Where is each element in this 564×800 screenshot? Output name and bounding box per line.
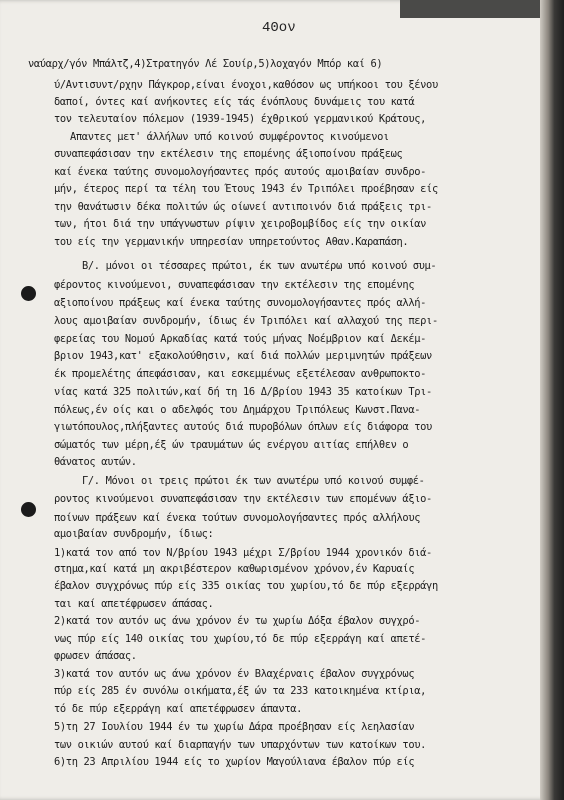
text-line: μήν, έτερος περί τα τέλη του Έτους 1943 έν Τριπόλει προέβησαν είς — [54, 183, 438, 195]
text-line: ται καί απετέφρωσεν άπάσας. — [54, 598, 214, 610]
text-line: έκ προμελέτης άπεφάσισαν, και εσκεμμένως εξετέλεσαν ανθρωποκτο- — [54, 368, 427, 380]
text-line: έβαλον συγχρόνως πύρ είς 335 οικίας του χωρίου,τό δε πύρ εξερράγη — [54, 580, 438, 592]
text-line: 3)κατά τον αυτόν ως άνω χρόνον έν Βλαχέρναις έβαλον συγχρόνως — [54, 668, 415, 680]
text-line: φερείας του Νομού Αρκαδίας κατά τούς μήνας Νοέμβριον καί Δεκέμ- — [54, 333, 427, 345]
text-line: πύρ είς 285 έν συνόλω οικήματα,έξ ών τα 233 κατοικημένα κτίρια, — [54, 685, 427, 697]
text-line: στημα,καί κατά μη ακριβέστερον καθωρισμένον χρόνον,έν Καρυαίς — [54, 563, 415, 575]
text-line: των οικιών αυτού καί διαρπαγήν των υπαρχόντων των κατοίκων του. — [54, 739, 427, 751]
text-line: Απαντες μετ' άλλήλων υπό κοινού συμφέροντος κινούμενοι — [70, 131, 389, 143]
text-line: ύ/Αντισυντ/ρχην Πάγκρορ,είναι ένοχοι,καθόσον ως υπήκοοι του ξένου — [54, 79, 438, 91]
text-line: του είς την γερμανικήν υπηρεσίαν υπηρετούντος Αθαν.Καραπάση. — [54, 236, 409, 248]
text-line: 1)κατά τον από τον Ν/βρίου 1943 μέχρι Σ/βρίου 1944 χρονικόν διά- — [54, 547, 432, 559]
text-line: πόλεως,έν οίς και ο αδελφός του Δημάρχου Τριπόλεως Κωνστ.Πανα- — [54, 404, 421, 416]
text-line: ποίνων πράξεων καί ένεκα τούτων συνομολογήσαντες πρός αλλήλους — [54, 512, 421, 524]
text-line: τό δε πύρ εξερράγη καί απετέφρωσεν άπαντα. — [54, 703, 303, 715]
text-line: ναύαρχ/γόν Μπάλτζ,4)Στρατηγόν Λέ Σουίρ,5)λοχαγόν Μπόρ καί 6) — [28, 58, 383, 70]
text-line: αξιοποίνου πράξεως καί ένεκα ταύτης συνομολογήσαντες πρός αλλή- — [54, 297, 427, 309]
text-line: αμοιβαίαν συνδρομήν, ίδιως: — [54, 528, 214, 540]
text-line: των, ήτοι διά την υπάγνωστων ρίψιν χειροβομβίδος είς την οικίαν — [54, 218, 427, 230]
text-line: δαποί, όντες καί ανήκοντες είς τάς ένόπλους δυνάμεις του κατά — [54, 96, 415, 108]
text-line: 2)κατά τον αυτόν ως άνω χρόνον έν τω χωρίω Δόξα έβαλον συγχρό- — [54, 615, 421, 627]
text-line: φρωσεν άπάσας. — [54, 650, 137, 662]
punch-hole — [21, 286, 36, 301]
text-line: βριον 1943,κατ' εξακολούθησιν, καί διά πολλών μεριμνητών πράξεων — [54, 350, 432, 362]
text-line: γιωτόπουλος,πλήξαντες αυτούς διά πυροβόλων όπλων είς διάφορα του — [54, 421, 432, 433]
text-line: νως πύρ είς 140 οικίας του χωρίου,τό δε πύρ εξερράγη καί απετέ- — [54, 633, 427, 645]
text-line: την θανάτωσιν δέκα πολιτών ώς οίωνεί αντιποινόν διά πράξεις τρι- — [54, 201, 432, 213]
scanner-right-edge — [540, 0, 564, 800]
text-line: σώματός των μέρη,έξ ών τραυμάτων ώς ενέργου αιτίας επήλθεν ο — [54, 439, 409, 451]
text-line: θάνατος αυτών. — [54, 456, 137, 468]
text-line: 5)τη 27 Ιουλίου 1944 έν τω χωρίω Δάρα προέβησαν είς λεηλασίαν — [54, 721, 415, 733]
text-line: συναπεφάσισαν την εκτέλεσιν της επομένης άξιοποίνου πράξεως — [54, 148, 403, 160]
text-line: τον τελευταίον πόλεμον (1939-1945) έχθρικού γερμανικού Κράτους, — [54, 113, 427, 125]
text-line: φέροντος κινούμενοι, συναπεφάσισαν την εκτέλεσιν της επομένης — [54, 279, 415, 291]
text-line: λους αμοιβαίαν συνδρομήν, ίδιως έν Τριπόλει καί αλλαχού της περι- — [54, 315, 438, 327]
text-line: Γ/. Μόνοι οι τρεις πρώτοι έκ των ανωτέρω υπό κοινού συμφέ- — [82, 475, 425, 487]
text-line: ροντος κινούμενοι συναπεφάσισαν την εκτέλεσιν των επομένων άξιο- — [54, 493, 432, 505]
text-line: 6)τη 23 Απριλίου 1944 είς το χωρίον Μαγούλιανα έβαλον πύρ είς — [54, 756, 415, 768]
punch-hole — [21, 502, 36, 517]
text-line: Β/. μόνοι οι τέσσαρες πρώτοι, έκ των ανωτέρω υπό κοινού συμ- — [82, 260, 437, 272]
page-number: 40ον — [262, 20, 296, 36]
text-line: νίας κατά 325 πολιτών,καί δή τη 16 Δ/βρίου 1943 35 κατοίκων Τρι- — [54, 386, 432, 398]
text-line: καί ένεκα ταύτης συνομολογήσαντες πρός αυτούς αμοιβαίαν συνδρο- — [54, 166, 427, 178]
